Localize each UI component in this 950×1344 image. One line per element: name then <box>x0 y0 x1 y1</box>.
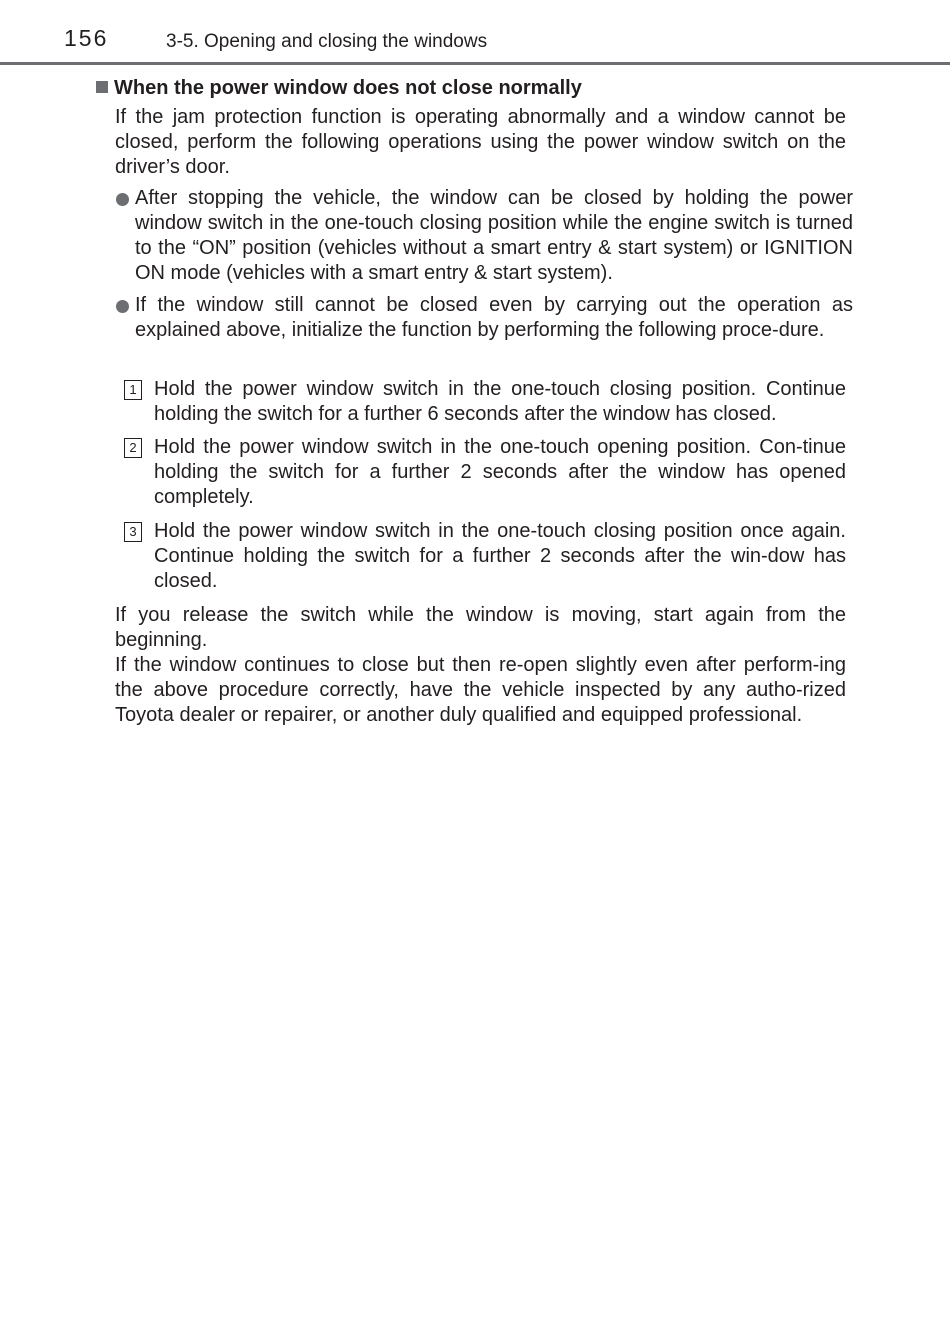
closing-paragraph: If the window continues to close but then re-open slightly even after perform-ing the above procedure correctly, have the vehicle inspected by any autho-rized Toyota dealer or repairer, or another duly qualified and equipped professional. <box>115 654 846 726</box>
bullet-item <box>115 293 853 343</box>
step-text: Hold the power window switch in the one-touch closing position once again. Continue holding the switch for a further 2 seconds after the win-dow has closed. <box>154 520 846 592</box>
step-item <box>124 519 846 594</box>
round-bullet-icon <box>116 193 129 206</box>
page-number: 156 <box>64 25 109 51</box>
step-number-badge: 2 <box>124 438 142 458</box>
closing-paragraph: If you release the switch while the window is moving, start again from the beginning. <box>115 604 846 651</box>
step-text: Hold the power window switch in the one-touch opening position. Con-tinue holding the switch for a further 2 seconds after the window has opened completely. <box>154 436 846 508</box>
subheading-text: When the power window does not close normally <box>114 77 582 99</box>
page-header <box>0 0 950 66</box>
section-title: 3-5. Opening and closing the windows <box>166 31 488 52</box>
header-divider <box>0 62 950 65</box>
bullet-item <box>115 186 853 286</box>
intro-paragraph: If the jam protection function is operating abnormally and a window cannot be closed, perform the following operations using the power window switch on the driver’s door. <box>115 106 846 178</box>
step-item <box>124 377 846 427</box>
step-item <box>124 435 846 510</box>
square-bullet-icon <box>96 81 108 93</box>
step-number-badge: 1 <box>124 380 142 400</box>
step-number-badge: 3 <box>124 522 142 542</box>
step-text: Hold the power window switch in the one-touch closing position. Continue holding the switch for a further 6 seconds after the window has closed. <box>154 378 846 425</box>
bullet-text: After stopping the vehicle, the window can be closed by holding the power window switch in the one-touch closing position while the engine switch is turned to the “ON” position (vehicles without a smart entry & start system) or IGNITION ON mode (vehicles with a smart entry & start system). <box>135 187 853 284</box>
bullet-text: If the window still cannot be closed even by carrying out the operation as explained above, initialize the function by performing the following proce-dure. <box>135 294 853 341</box>
round-bullet-icon <box>116 300 129 313</box>
subheading <box>96 76 856 101</box>
